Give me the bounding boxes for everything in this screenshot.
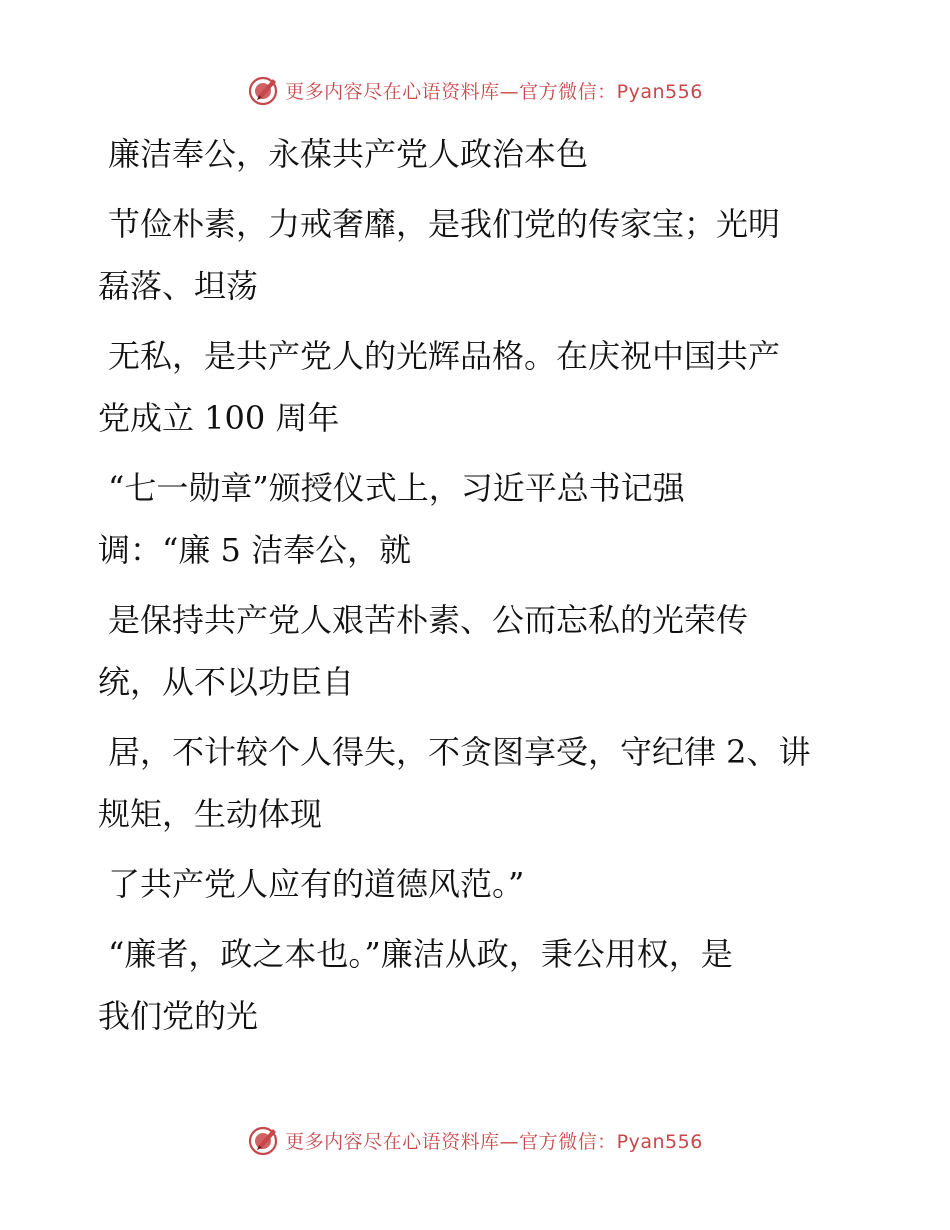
watermark-text: 更多内容尽在心语资料库—官方微信：Pyan556 <box>285 1130 703 1153</box>
text-line: 我们党的光 <box>98 997 259 1035</box>
text-line: 廉洁奉公，永葆共产党人政治本色 <box>108 135 589 173</box>
text-line: 调：“廉 5 洁奉公，就 <box>98 531 412 569</box>
document-body <box>98 123 858 1047</box>
header-watermark <box>0 72 950 108</box>
text-line: 党成立 100 周年 <box>98 399 340 437</box>
pen-seal-logo-icon <box>247 73 281 107</box>
paragraph <box>98 923 858 1047</box>
text-line: 统，从不以功臣自 <box>98 663 355 701</box>
paragraph <box>98 193 858 317</box>
text-line: 磊落、坦荡 <box>98 267 259 305</box>
paragraph <box>98 853 858 915</box>
text-line: “廉者，政之本也。”廉洁从政，秉公用权，是 <box>108 935 733 973</box>
paragraph <box>98 123 858 185</box>
text-line: 无私，是共产党人的光辉品格。在庆祝中国共产 <box>108 337 781 375</box>
text-line: “七一勋章”颁授仪式上，习近平总书记强 <box>108 469 685 507</box>
text-line: 居，不计较个人得失，不贪图享受，守纪律 2、讲 <box>108 733 811 771</box>
paragraph <box>98 589 858 713</box>
text-line: 是保持共产党人艰苦朴素、公而忘私的光荣传 <box>108 601 749 639</box>
text-line: 节俭朴素，力戒奢靡，是我们党的传家宝；光明 <box>108 205 781 243</box>
text-line: 规矩，生动体现 <box>98 795 323 833</box>
pen-seal-logo-icon <box>247 1123 281 1157</box>
paragraph <box>98 325 858 449</box>
paragraph <box>98 457 858 581</box>
text-line: 了共产党人应有的道德风范。” <box>108 865 525 903</box>
paragraph <box>98 721 858 845</box>
watermark-text: 更多内容尽在心语资料库—官方微信：Pyan556 <box>285 80 703 103</box>
footer-watermark <box>0 1122 950 1158</box>
